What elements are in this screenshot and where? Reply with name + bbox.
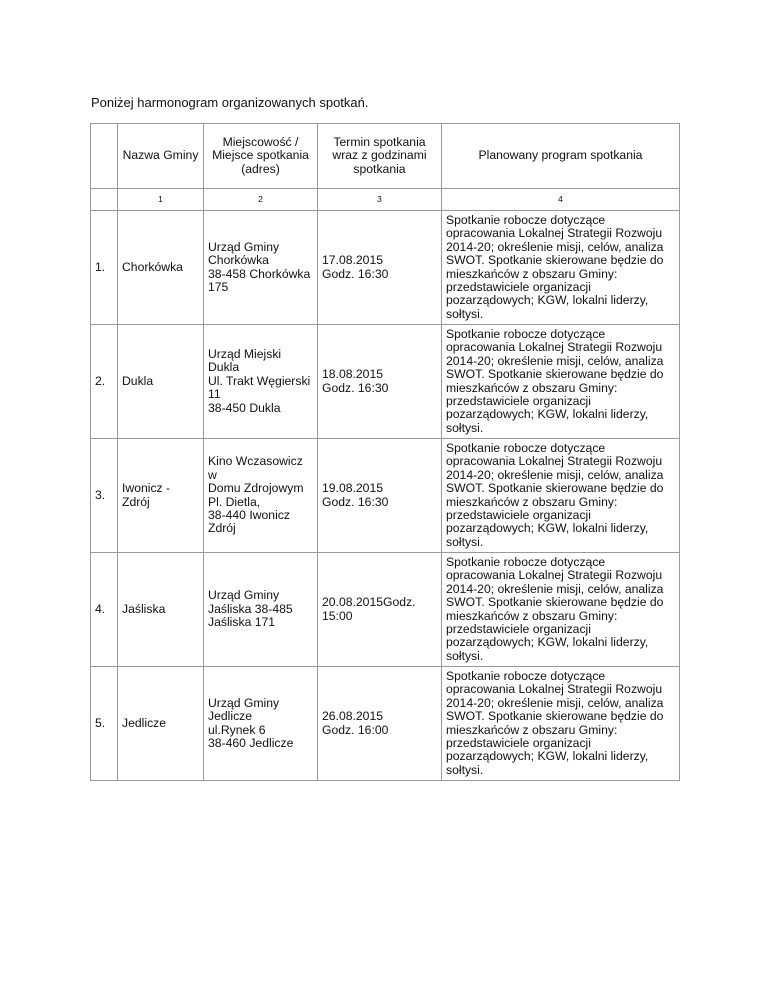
meeting-program: Spotkanie robocze dotyczące opracowania Lokalnej Strategii Rozwoju 2014-20; określenie misji, celów, analiza SWOT. Spotkanie skierowane będzie do mieszkańców z obszaru Gminy: przedstawiciele organizacji pozarządowych; KGW, lokalni liderzy, sołtysi.	[442, 553, 680, 667]
municipality-name: Chorkówka	[118, 211, 204, 325]
row-number: 3.	[91, 439, 118, 553]
row-number: 2.	[91, 325, 118, 439]
column-number: 1	[118, 189, 204, 211]
meeting-date: 20.08.2015Godz. 15:00	[318, 553, 442, 667]
municipality-name: Jaśliska	[118, 553, 204, 667]
municipality-name: Iwonicz - Zdrój	[118, 439, 204, 553]
municipality-name: Dukla	[118, 325, 204, 439]
table-row	[91, 553, 680, 667]
header-date: Termin spotkania wraz z godzinami spotkania	[318, 124, 442, 189]
header-name: Nazwa Gminy	[118, 124, 204, 189]
column-number	[91, 189, 118, 211]
table-row	[91, 211, 680, 325]
meeting-program: Spotkanie robocze dotyczące opracowania Lokalnej Strategii Rozwoju 2014-20; określenie misji, celów, analiza SWOT. Spotkanie skierowane będzie do mieszkańców z obszaru Gminy: przedstawiciele organizacji pozarządowych; KGW, lokalni liderzy, sołtysi.	[442, 211, 680, 325]
header-program: Planowany program spotkania	[442, 124, 680, 189]
table-row	[91, 325, 680, 439]
header-place: Miejscowość / Miejsce spotkania (adres)	[204, 124, 318, 189]
meeting-date: 17.08.2015 Godz. 16:30	[318, 211, 442, 325]
meeting-place: Urząd Gminy Chorkówka 38-458 Chorkówka 175	[204, 211, 318, 325]
table-header-row	[91, 124, 680, 189]
meeting-place: Urząd Gminy Jedlicze ul.Rynek 6 38-460 Jedlicze	[204, 667, 318, 781]
column-number: 3	[318, 189, 442, 211]
column-number: 4	[442, 189, 680, 211]
meeting-schedule-table	[90, 123, 680, 781]
header-lp	[91, 124, 118, 189]
meeting-place: Kino Wczasowicz w Domu Zdrojowym Pl. Dietla, 38-440 Iwonicz Zdrój	[204, 439, 318, 553]
table-row	[91, 439, 680, 553]
meeting-date: 26.08.2015 Godz. 16:00	[318, 667, 442, 781]
meeting-program: Spotkanie robocze dotyczące opracowania Lokalnej Strategii Rozwoju 2014-20; określenie misji, celów, analiza SWOT. Spotkanie skierowane będzie do mieszkańców z obszaru Gminy: przedstawiciele organizacji pozarządowych; KGW, lokalni liderzy, sołtysi.	[442, 667, 680, 781]
meeting-date: 19.08.2015 Godz. 16:30	[318, 439, 442, 553]
municipality-name: Jedlicze	[118, 667, 204, 781]
row-number: 5.	[91, 667, 118, 781]
column-number-row	[91, 189, 680, 211]
table-row	[91, 667, 680, 781]
intro-text: Poniżej harmonogram organizowanych spotkań.	[91, 95, 369, 110]
meeting-date: 18.08.2015 Godz. 16:30	[318, 325, 442, 439]
meeting-place: Urząd Gminy Jaśliska 38-485 Jaśliska 171	[204, 553, 318, 667]
meeting-program: Spotkanie robocze dotyczące opracowania Lokalnej Strategii Rozwoju 2014-20; określenie misji, celów, analiza SWOT. Spotkanie skierowane będzie do mieszkańców z obszaru Gminy: przedstawiciele organizacji pozarządowych; KGW, lokalni liderzy, sołtysi.	[442, 439, 680, 553]
column-number: 2	[204, 189, 318, 211]
meeting-place: Urząd Miejski Dukla Ul. Trakt Węgierski 11 38-450 Dukla	[204, 325, 318, 439]
row-number: 4.	[91, 553, 118, 667]
meeting-program: Spotkanie robocze dotyczące opracowania Lokalnej Strategii Rozwoju 2014-20; określenie misji, celów, analiza SWOT. Spotkanie skierowane będzie do mieszkańców z obszaru Gminy: przedstawiciele organizacji pozarządowych; KGW, lokalni liderzy, sołtysi.	[442, 325, 680, 439]
row-number: 1.	[91, 211, 118, 325]
